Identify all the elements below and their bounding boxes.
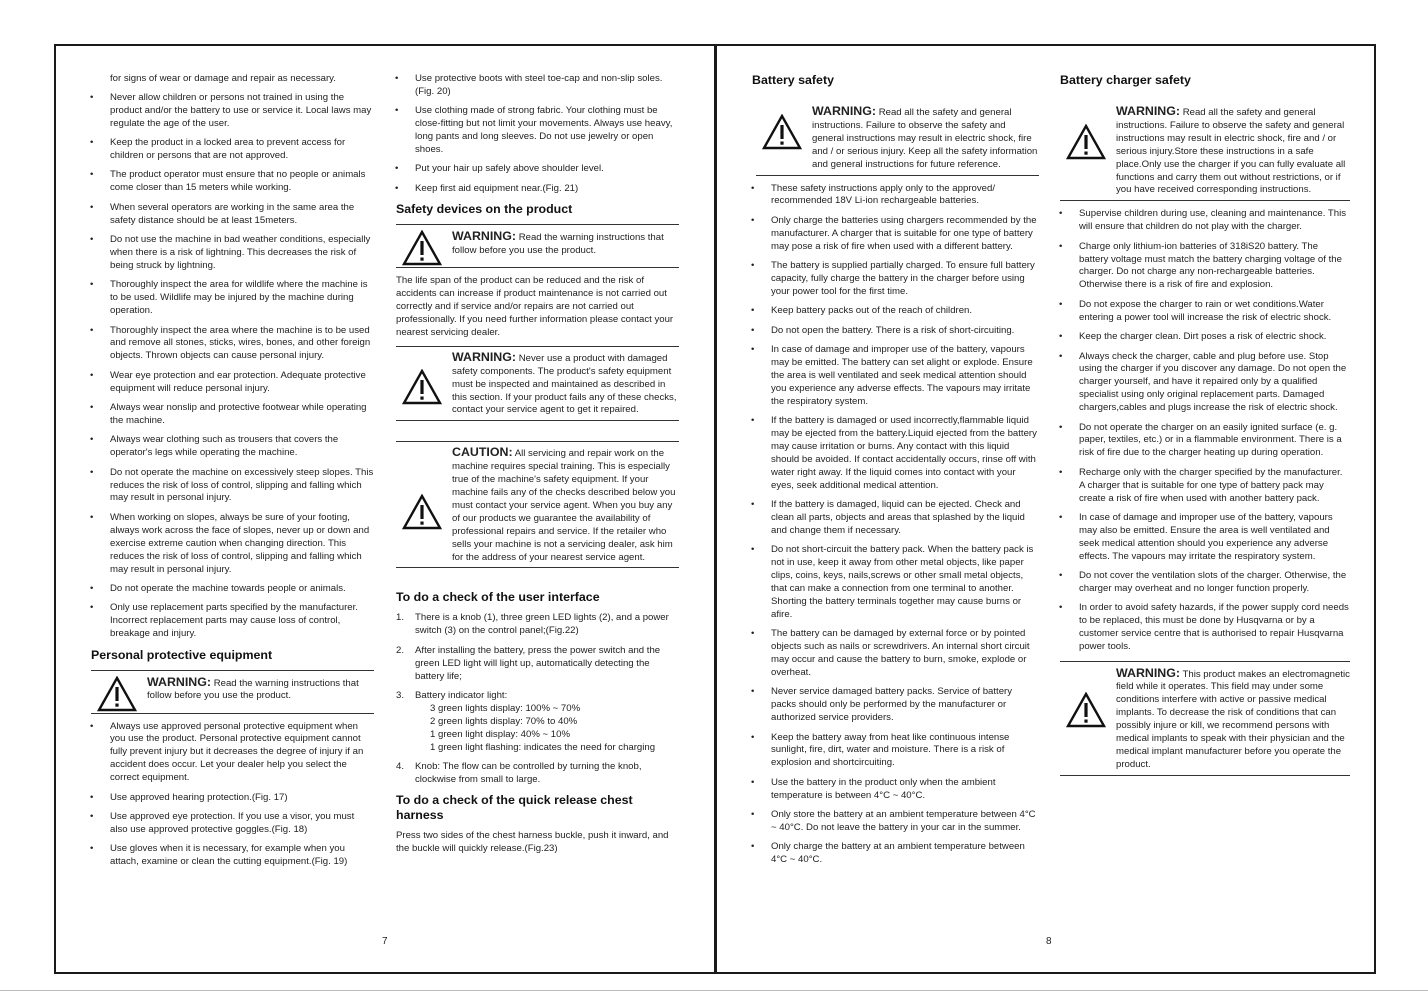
bullet-icon: • [751,544,755,556]
warning-label: WARNING: [1116,104,1181,118]
bullet-list [1060,208,1350,654]
warning-triangle-icon [402,369,442,405]
list-item-text: If the battery is damaged, liquid can be ejected. Check and clean all parts, objects and areas that splashed by the liquid and change them if necessary. [771,499,1025,536]
page7-col1 [91,73,374,876]
list-item-text: Only store the battery at an ambient temperature between 4°C ~ 40°C. Do not leave the battery in your car in the summer. [771,809,1036,833]
list-item [91,434,374,460]
bullet-icon: • [90,201,94,213]
step-number: 4. [396,761,405,773]
list-item [91,467,374,506]
bullet-icon: • [1059,511,1063,523]
bullet-icon: • [1059,570,1063,582]
bullet-icon: • [1059,421,1063,433]
list-item [752,344,1039,409]
warning-text [147,676,374,704]
list-item-text: Wear eye protection and ear protection. Adequate protective equipment will reduce personal injury. [110,369,366,394]
warning-label: WARNING: [147,674,212,689]
numbered-step [396,612,679,638]
warning-body: Read all the safety and general instructions. Failure to observe the safety and general instructions may result in electric shock, fire and / or serious injury.Store these instructions in a safe place.Only use the charger if you can fully evaluate all functions and carry them out without restrictions, or if you have received corresponding instructions. [1116,107,1346,196]
list-item [752,732,1039,771]
list-item-text: Keep the charger clean. Dirt poses a risk of electric shock. [1079,331,1327,343]
list-item [752,841,1039,867]
list-item [396,183,679,196]
ppe-heading: Personal protective equipment [91,647,273,662]
list-item [752,415,1039,492]
list-item [752,628,1039,680]
list-item-text: Recharge only with the charger specified by the manufacturer. A charger that is suitable for one type of battery pack may create a risk of fire when used with another battery pack. [1079,466,1343,504]
bullet-icon: • [395,163,399,175]
list-item-text: The product operator must ensure that no people or animals come closer than 15 meters while working. [110,169,366,194]
quick-release-text: Press two sides of the chest harness buckle, push it inward, and the buckle will quickly release.(Fig.23) [396,830,669,855]
indicator-line: 2 green lights display: 70% to 40% [430,715,578,727]
numbered-step [396,690,679,755]
bullet-icon: • [90,511,94,523]
bullet-icon: • [751,499,755,511]
list-item [1060,570,1350,596]
warning-body: Never use a product with damaged safety components. The product's safety equipment must be inspected and maintained as described in this section. If your product fails any of these checks, contact your service agent to get it repaired. [452,352,677,416]
bullet-icon: • [90,582,94,594]
list-item-text: Keep battery packs out of the reach of children. [771,305,973,317]
bullet-icon: • [751,686,755,698]
list-item [91,402,374,428]
list-item [752,809,1039,835]
user-interface-heading: To do a check of the user interface [396,590,600,605]
bullet-icon: • [751,214,755,226]
list-item-text: Do not open the battery. There is a risk of short-circuiting. [771,324,1015,336]
step-text: Battery indicator light: [415,690,508,701]
warning-label: WARNING: [452,349,517,364]
list-item [1060,241,1350,293]
numbered-step [396,645,679,684]
indicator-line: 1 green light flashing: indicates the need for charging [430,741,656,753]
list-item [752,499,1039,538]
charger-safety-heading: Battery charger safety [1060,73,1191,87]
list-item-text: Do not cover the ventilation slots of the charger. Otherwise, the charger may overheat and no longer function properly. [1079,570,1347,594]
bullet-icon: • [751,841,755,853]
warning-triangle-icon [402,494,442,530]
bullet-icon: • [751,260,755,272]
ppe-warning-box [91,670,374,714]
list-item-text: Use protective boots with steel toe-cap and non-slip soles.(Fig. 20) [415,73,663,97]
list-item-text: Do not operate the charger on an easily ignited surface (e. g. paper, textiles, etc.) or in a flammable environment. There is a risk of fire due to the charger heating up during operation. [1079,421,1342,459]
bullet-icon: • [1059,240,1063,252]
list-item-text: In case of damage and improper use of the battery, vapours may also be emitted. Ensure the area is well ventilated and seek medical attention should you experience any adverse effects. The vapours may irritate the respiratory system. [1079,511,1333,562]
page8-col3 [752,73,1039,874]
step-number: 3. [396,690,405,701]
bullet-icon: • [1059,298,1063,310]
list-item [752,215,1039,254]
list-item [1060,512,1350,564]
bullet-icon: • [751,182,755,194]
charger-warning-box [1060,100,1350,201]
bullet-list [91,92,374,641]
list-item-text: Supervise children during use, cleaning and maintenance. This will ensure that children do not play with the charger. [1079,208,1347,233]
list-item [752,686,1039,725]
list-item-text: Do not short-circuit the battery pack. When the battery pack is not in use, keep it away from other metal objects, like paper clips, coins, keys, nails,screws or other small metal objects, that can make a connection from one terminal to another. Shorting the battery terminals together may cause burns or afire. [771,544,1034,620]
list-item [91,137,374,163]
list-item-text: In case of damage and improper use of the battery, vapours may be emitted. The battery can set alight or explode. Ensure the area is well ventilated and seek medical attention should you experience any adverse effects. The vapours may irritate the respiratory system. [771,344,1033,407]
list-item [91,843,374,869]
bullet-icon: • [751,809,755,821]
warning-box-2 [396,346,679,422]
list-item-text: Thoroughly inspect the area for wildlife where the machine is to be used. Wildlife may be injured by the machine during operation. [110,279,368,317]
list-item-text: Thoroughly inspect the area where the machine is to be used and remove all stones, sticks, wires, bones, and other foreign objects. Thrown objects can cause personal injury. [110,324,371,362]
list-item [91,792,374,805]
bullet-icon: • [90,810,94,822]
warning-body: Read all the safety and general instructions. Failure to observe the safety and general instructions may result in electric shock, fire and / or serious injury. Keep all the safety information and general instructions for future reference. [812,107,1038,170]
list-item-text: Charge only lithium-ion batteries of 318iS20 battery. The battery voltage must match the battery charging voltage of the charger. Do not charge any non-rechargeable batteries. Otherwise there is a risk of fire and explosion. [1079,240,1342,291]
list-item-text: Keep first aid equipment near.(Fig. 21) [415,182,579,194]
list-item [91,169,374,195]
list-item [752,777,1039,803]
safety-devices-heading: Safety devices on the product [396,202,573,217]
list-item [396,163,679,176]
list-item-text: If the battery is damaged or used incorrectly,flammable liquid may be ejected from the battery.Liquid ejected from the battery may cause irritation or burns. Any contact with this liquid should be avoided. If contact accidentally occurs, rinse off with water right away. If the liquid comes into contact with your eyes, seek additional medical attention. [771,415,1037,491]
list-item-text: Keep the product in a locked area to prevent access for children or persons that are not approved. [110,137,346,162]
page7-col2 [396,73,679,862]
warning-label: WARNING: [1116,665,1181,680]
list-item-text: Put your hair up safely above shoulder level. [415,163,604,175]
bullet-icon: • [395,105,399,117]
bullet-icon: • [751,324,755,336]
warning-body: Read the warning instructions that follow before you use the product. [452,232,664,257]
list-item [91,202,374,228]
caution-body: All servicing and repair work on the machine requires special training. This is especially true of the machine's safety equipment. If your machine fails any of the checks described below you must contact your service agent. When you buy any of our products we guarantee the availability of professional repairs and service. If the retailer who sells your machine is not a servicing dealer, ask him for the address of your nearest service agent. [452,448,676,563]
step-text: Knob: The flow can be controlled by turning the knob, clockwise from small to large. [415,761,642,785]
list-item-text: Always wear clothing such as trousers that covers the operator's legs while operating the machine. [110,434,339,459]
list-item-text: Only charge the battery at an ambient temperature between 4°C ~ 40°C. [771,841,1025,866]
page-divider [714,44,717,974]
list-item [752,305,1039,318]
list-item [91,811,374,837]
bullet-icon: • [751,305,755,317]
list-item-text: Do not operate the machine on excessively steep slopes. This reduces the risk of loss of control, slipping and falling which may result in personal injury. [110,466,374,504]
bullet-icon: • [751,344,755,356]
bullet-icon: • [90,169,94,181]
warning-triangle-icon [402,230,442,266]
list-item-text: In order to avoid safety hazards, if the power supply cord needs to be replaced, this must be done by Husqvarna or by a customer service centre that is authorised to repair Husqvarna power tools. [1079,602,1349,653]
warning-triangle-icon [762,114,802,150]
list-item-text: Do not use the machine in bad weather conditions, especially when there is a risk of lightning. This decreases the risk of being struck by lightning. [110,234,371,271]
list-item-text: Always wear nonslip and protective footwear while operating the machine. [110,402,367,426]
continued-text: for signs of wear or damage and repair as necessary. [110,73,336,84]
list-item-text: Do not operate the machine towards people or animals. [110,582,346,594]
list-item [91,721,374,786]
list-item [752,260,1039,299]
bullet-icon: • [90,369,94,381]
step-number: 1. [396,612,405,624]
page8-col4 [1060,73,1350,783]
warning-body: This product makes an electromagnetic field while it operates. This field may under some conditions interfere with active or passive medical implants. To decrease the risk of conditions that can possibly injure or kill, we recommend persons with medical implants to speak with their physician and the medical implant manufacturer before you operate the product. [1116,668,1350,770]
battery-safety-heading: Battery safety [752,73,834,87]
bullet-icon: • [751,776,755,788]
list-item-text: Use approved hearing protection.(Fig. 17) [110,791,288,803]
bullet-icon: • [90,324,94,336]
list-item [91,370,374,396]
warning-label: WARNING: [452,229,517,244]
list-item [91,602,374,641]
list-item [752,183,1039,209]
bullet-icon: • [90,91,94,103]
bullet-icon: • [1059,331,1063,343]
bullet-icon: • [90,602,94,614]
list-item [91,325,374,364]
list-item-text: Use gloves when it is necessary, for example when you attach, examine or clean the cutting equipment.(Fig. 19) [110,843,348,868]
bullet-icon: • [90,466,94,478]
bullet-icon: • [395,182,399,194]
indicator-line: 1 green light display: 40% ~ 10% [430,728,570,740]
list-item-text: Never service damaged battery packs. Service of battery packs should only be performed by the manufacturer or authorized service providers. [771,686,1013,724]
list-item-text: Use the battery in the product only when the ambient temperature is between 4°C ~ 40°C. [771,776,996,801]
numbered-step [396,761,679,787]
indicator-line: 3 green lights display: 100% ~ 70% [430,702,581,714]
bullet-icon: • [751,415,755,427]
list-item [91,279,374,318]
bullet-icon: • [751,731,755,743]
list-item-text: Only charge the batteries using chargers recommended by the manufacturer. A charger that is suitable for one type of battery may pose a risk of fire when used with a different battery. [771,214,1037,252]
list-item-text: Use approved eye protection. If you use a visor, you must also use approved protective goggles.(Fig. 18) [110,810,355,835]
bullet-icon: • [1059,208,1063,220]
bullet-icon: • [90,279,94,291]
bullet-icon: • [90,434,94,446]
list-item [1060,467,1350,506]
bullet-icon: • [751,628,755,640]
list-item [396,73,679,99]
bullet-icon: • [395,73,399,84]
bullet-icon: • [90,234,94,246]
page-number-7: 7 [382,936,388,947]
step-number: 2. [396,644,405,656]
list-item-text: When several operators are working in the same area the safety distance should be at least 15meters. [110,201,355,226]
list-item [1060,299,1350,325]
bullet-icon: • [1059,466,1063,478]
list-item [1060,331,1350,344]
list-item-text: Keep the battery away from heat like continuous intense sunlight, fire, dirt, water and moisture. There is a risk of explosion and shortcircuiting. [771,731,1010,769]
list-item-text: Do not expose the charger to rain or wet conditions.Water entering a power tool will increase the risk of electric shock. [1079,298,1332,323]
list-item-text: These safety instructions apply only to the approved/ recommended 18V Li-ion rechargeable batteries. [771,182,995,207]
bullet-icon: • [90,402,94,414]
caution-box [396,441,679,568]
bullet-icon: • [1059,350,1063,362]
step-text: After installing the battery, press the power switch and the green LED light will light up, automatically detecting the battery life; [415,644,661,682]
caution-label: CAUTION: [452,445,513,460]
page-number-8: 8 [1046,936,1052,947]
bullet-list [752,183,1039,868]
warning-label: WARNING: [812,104,877,118]
list-item-text: The battery can be damaged by external force or by pointed objects such as nails or screwdrivers. An internal short circuit may occur and cause the battery to burn, smoke, explode or overheat. [771,628,1030,678]
battery-warning-box [756,100,1039,176]
list-item [752,544,1039,621]
bullet-icon: • [90,843,94,855]
warning-triangle-icon [1066,692,1106,728]
list-item-text: The battery is supplied partially charged. To ensure full battery capacity, fully charge the battery in the charger before using your power tool for the first time. [771,260,1035,297]
list-item [91,234,374,273]
list-item [1060,208,1350,234]
list-item [91,583,374,596]
list-item [1060,422,1350,461]
quick-release-heading: To do a check of the quick release chest harness [396,793,633,823]
list-item [91,92,374,131]
warning-body: Read the warning instructions that follow before you use the product. [147,677,359,702]
list-item-text: Use clothing made of strong fabric. Your clothing must be close-fitting but not limit your movements. Always use heavy, long pants and long sleeves. Do not use jewelry or open shoes. [415,105,673,156]
list-item-text: Only use replacement parts specified by the manufacturer. Incorrect replacement parts may cause loss of control, breakage and injury. [110,602,358,640]
warning-triangle-icon [1066,124,1106,160]
bullet-icon: • [90,720,94,732]
bullet-icon: • [90,137,94,149]
list-item-text: When working on slopes, always be sure of your footing, always work across the face of slopes, never up or down and exercise extreme caution when changing direction. This reduces the risk of loss of control, slipping and falling which may result in personal injury. [110,511,370,575]
list-item [1060,351,1350,416]
list-item-text: Never allow children or persons not trained in using the product and/or the battery to use or service it. Local laws may regulate the age of the user. [110,91,372,129]
lifespan-text: The life span of the product can be reduced and the risk of accidents can increase if product maintenance is not carried out correctly and if service and/or repairs are not carried out professionally. If you need further information please contact your nearest servicing dealer. [396,275,674,338]
bullet-icon: • [90,791,94,803]
warning-box-1 [396,224,679,268]
list-item-text: Always check the charger, cable and plug before use. Stop using the charger if you discover any damage. Do not open the charger yourself, and have it repaired only by a qualified specialist using only original replacement parts. Damaged chargers,cables and plugs increase the risk of electric shock. [1079,350,1347,414]
list-item [91,512,374,577]
warning-triangle-icon [97,676,137,712]
emf-warning-box [1060,661,1350,776]
list-item [752,325,1039,338]
numbered-list [396,612,679,786]
step-text: There is a knob (1), three green LED lights (2), and a power switch (3) on the control panel;(Fig.22) [415,612,669,637]
list-item-text: Always use approved personal protective equipment when you use the product. Personal protective equipment cannot fully prevent injury but it decreases the degree of injury if an accident does occur. Let your dealer help you select the correct equipment. [110,720,364,784]
bottom-rule [0,990,1428,991]
bullet-list [396,73,679,196]
bullet-icon: • [1059,602,1063,614]
list-item [1060,602,1350,654]
bullet-list [91,721,374,870]
list-item [396,105,679,157]
